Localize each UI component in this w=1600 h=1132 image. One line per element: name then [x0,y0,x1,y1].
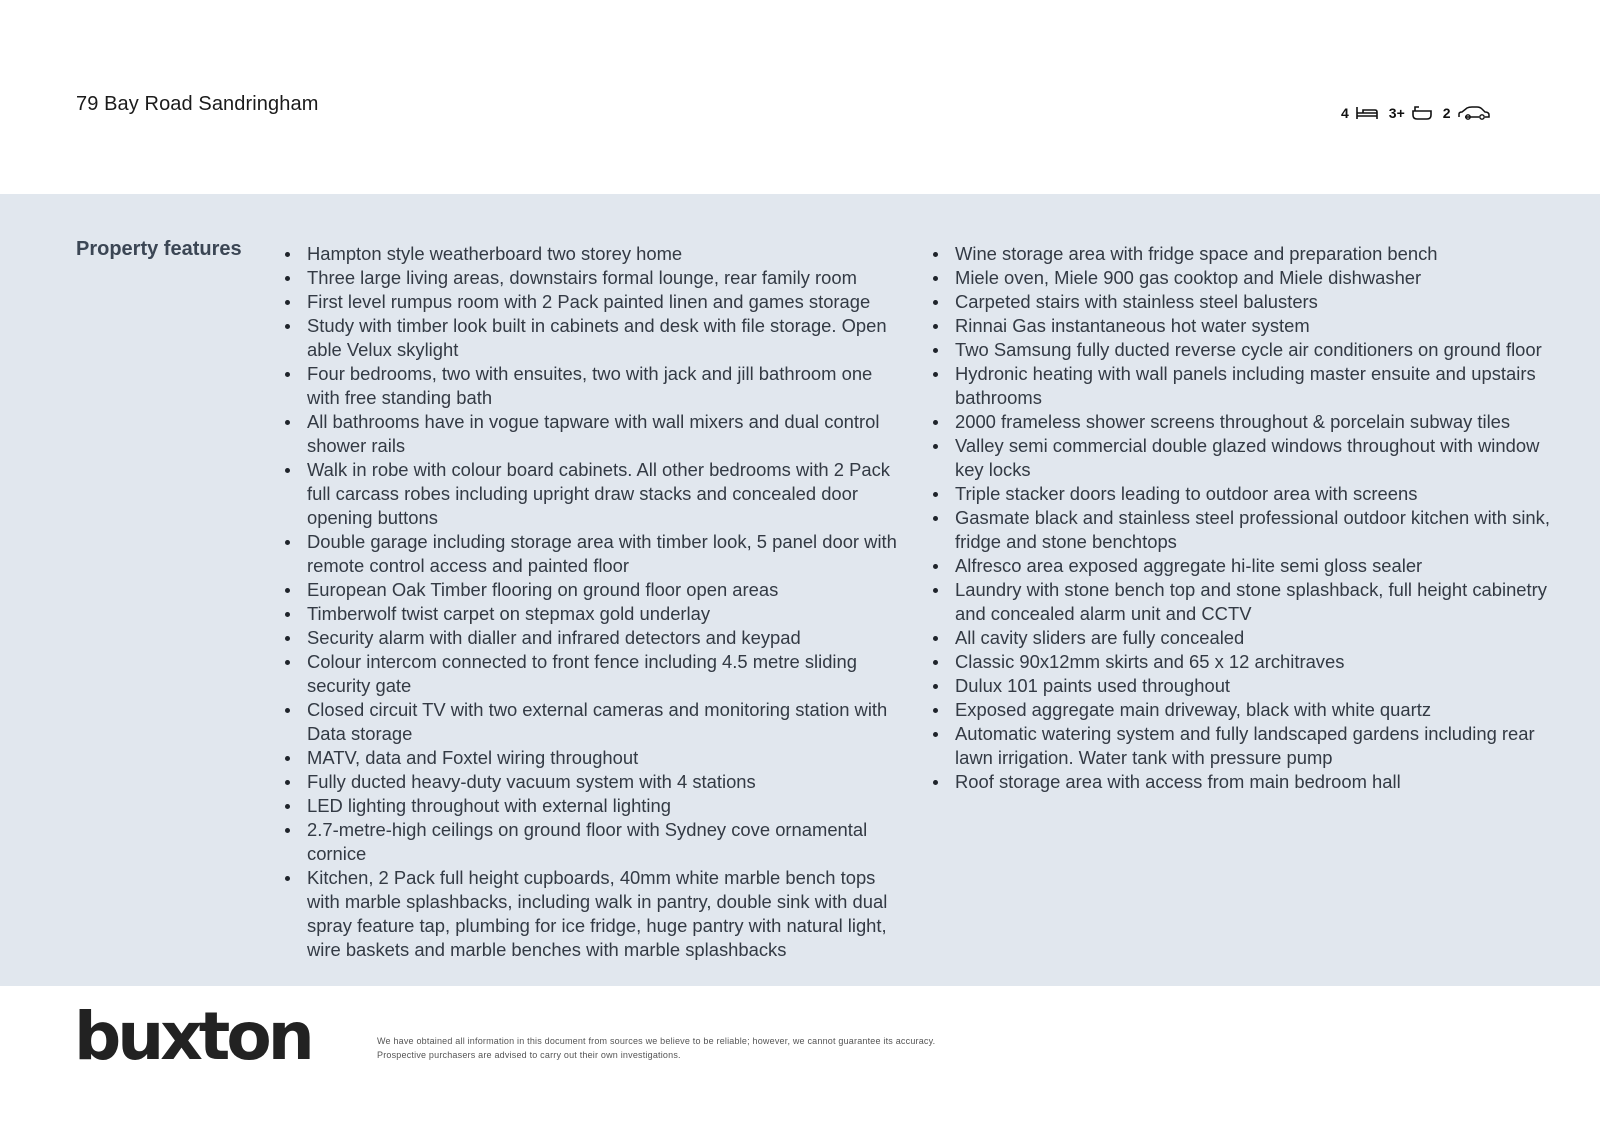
property-stats [1341,102,1501,124]
bath-icon [1411,104,1433,122]
feature-item: Laundry with stone bench top and stone splashback, full height cabinetry and concealed alarm unit and CCTV [932,578,1562,626]
feature-item: Valley semi commercial double glazed windows throughout with window key locks [932,434,1562,482]
feature-item: Triple stacker doors leading to outdoor area with screens [932,482,1562,506]
car-space-count: 2 [1442,105,1451,121]
feature-item: Walk in robe with colour board cabinets. All other bedrooms with 2 Pack full carcass robes including upright draw stacks and concealed door opening buttons [284,458,906,530]
feature-item: Four bedrooms, two with ensuites, two with jack and jill bathroom one with free standing bath [284,362,906,410]
feature-item: Dulux 101 paints used throughout [932,674,1562,698]
property-address: 79 Bay Road Sandringham [76,93,319,115]
feature-item: Timberwolf twist carpet on stepmax gold underlay [284,602,906,626]
features-heading: Property features [76,238,242,260]
feature-item: Hydronic heating with wall panels including master ensuite and upstairs bathrooms [932,362,1562,410]
feature-item: MATV, data and Foxtel wiring throughout [284,746,906,770]
feature-item: Wine storage area with fridge space and preparation bench [932,242,1562,266]
feature-item: Closed circuit TV with two external cameras and monitoring station with Data storage [284,698,906,746]
buxton-logo: buxton [74,998,311,1075]
feature-item: Gasmate black and stainless steel professional outdoor kitchen with sink, fridge and stone benchtops [932,506,1562,554]
feature-item: Automatic watering system and fully landscaped gardens including rear lawn irrigation. Water tank with pressure pump [932,722,1562,770]
feature-item: European Oak Timber flooring on ground floor open areas [284,578,906,602]
feature-item: Study with timber look built in cabinets and desk with file storage. Open able Velux skylight [284,314,906,362]
feature-item: All bathrooms have in vogue tapware with wall mixers and dual control shower rails [284,410,906,458]
feature-item: Fully ducted heavy-duty vacuum system with 4 stations [284,770,906,794]
feature-item: Three large living areas, downstairs formal lounge, rear family room [284,266,906,290]
feature-item: LED lighting throughout with external lighting [284,794,906,818]
feature-item: All cavity sliders are fully concealed [932,626,1562,650]
bed-icon [1355,104,1379,122]
feature-item: Two Samsung fully ducted reverse cycle air conditioners on ground floor [932,338,1562,362]
disclaimer [377,1034,935,1062]
disclaimer-line-2: Prospective purchasers are advised to carry out their own investigations. [377,1050,681,1060]
feature-item: Miele oven, Miele 900 gas cooktop and Miele dishwasher [932,266,1562,290]
feature-item: Exposed aggregate main driveway, black with white quartz [932,698,1562,722]
features-list-right [932,242,1562,794]
feature-item: Double garage including storage area with timber look, 5 panel door with remote control access and painted floor [284,530,906,578]
bedroom-count: 4 [1341,105,1349,121]
feature-item: First level rumpus room with 2 Pack painted linen and games storage [284,290,906,314]
car-icon [1457,104,1491,122]
disclaimer-line-1: We have obtained all information in this document from sources we believe to be reliable; however, we cannot guarantee its accuracy. [377,1036,936,1046]
feature-item: Carpeted stairs with stainless steel balusters [932,290,1562,314]
feature-item: Rinnai Gas instantaneous hot water system [932,314,1562,338]
feature-item: Alfresco area exposed aggregate hi-lite semi gloss sealer [932,554,1562,578]
page-footer [0,986,1600,1132]
feature-item: Hampton style weatherboard two storey home [284,242,906,266]
features-panel [0,194,1600,986]
feature-item: Kitchen, 2 Pack full height cupboards, 40mm white marble bench tops with marble splashbacks, including walk in pantry, double sink with dual spray feature tap, plumbing for ice fridge, huge pantry with natural light, wire baskets and marble benches with marble splashbacks [284,866,906,962]
feature-item: 2000 frameless shower screens throughout & porcelain subway tiles [932,410,1562,434]
page-header [0,0,1600,194]
feature-item: Colour intercom connected to front fence including 4.5 metre sliding security gate [284,650,906,698]
features-list-left [284,242,906,962]
feature-item: Roof storage area with access from main bedroom hall [932,770,1562,794]
bathroom-count: 3+ [1388,105,1405,121]
feature-item: Security alarm with dialler and infrared detectors and keypad [284,626,906,650]
feature-item: Classic 90x12mm skirts and 65 x 12 architraves [932,650,1562,674]
feature-item: 2.7-metre-high ceilings on ground floor with Sydney cove ornamental cornice [284,818,906,866]
